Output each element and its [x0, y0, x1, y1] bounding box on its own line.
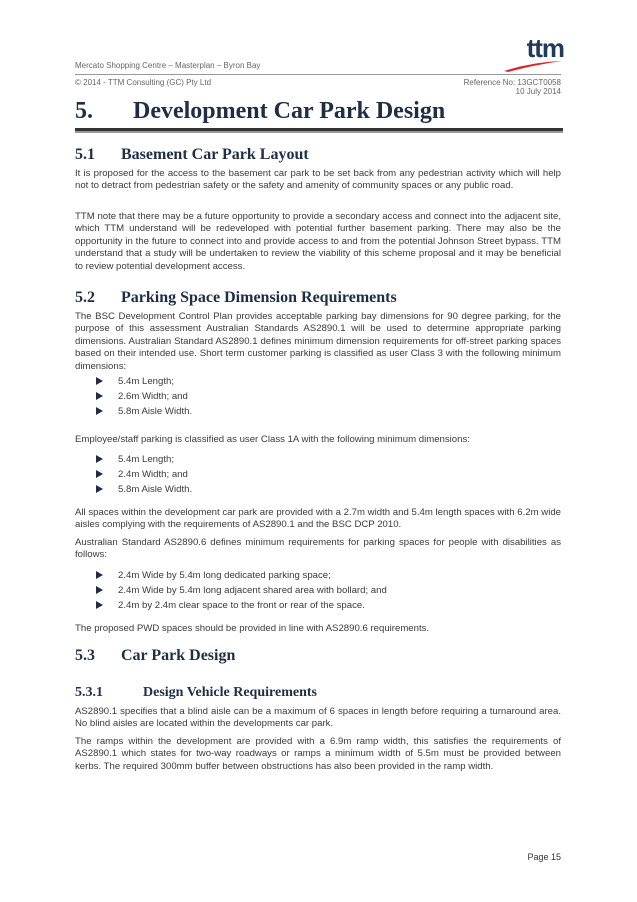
- chapter-number: 5.: [75, 98, 93, 124]
- paragraph: The ramps within the development are provided with a 6.9m ramp width, this satisfies the requirements of AS2890.1 which states for two-way roadways or ramps a minimum width of 5.5m must be provided between kerbs. The required 300mm buffer between obstructions has also been provided in the ramp width.: [75, 736, 561, 772]
- list-item: 5.8m Aisle Width.: [96, 404, 192, 419]
- section-number: 5.3: [75, 647, 95, 664]
- paragraph: Employee/staff parking is classified as user Class 1A with the following minimum dimensions:: [75, 434, 470, 445]
- list-item: 5.8m Aisle Width.: [96, 482, 192, 497]
- paragraph: The proposed PWD spaces should be provided in line with AS2890.6 requirements.: [75, 623, 430, 634]
- ttm-logo: ttm: [502, 36, 564, 72]
- paragraph: The BSC Development Control Plan provides acceptable parking bay dimensions for 90 degree parking, for the purpose of this assessment Australian Standards AS2890.1 will be used to determine appropriate parking dimensions. Australian Standard AS2890.1 defines minimum dimension requirements for off-street parking spaces based on their intended use. Short term customer parking is classified as user Class 3 with the following minimum dimensions:: [75, 311, 561, 372]
- list-item: 2.4m by 2.4m clear space to the front or rear of the space.: [96, 598, 387, 613]
- list-item: 2.4m Wide by 5.4m long dedicated parking space;: [96, 568, 387, 583]
- paragraph: TTM note that there may be a future opportunity to provide a secondary access and connect into the adjacent site, which TTM understand will be redeveloped with potential further basement parking. There may also be the opportunity in the future to connect into and provide access to and from the potential Johnson Street bypass. TTM understand that a study will be undertaken to review the viability of this scheme proposal and it may be beneficial to review potential development access.: [75, 211, 561, 272]
- bullet-arrow-icon: [96, 601, 103, 609]
- bullet-arrow-icon: [96, 407, 103, 415]
- bullet-arrow-icon: [96, 377, 103, 385]
- chapter-title: Development Car Park Design: [133, 98, 446, 124]
- list-item: 2.4m Wide by 5.4m long adjacent shared area with bollard; and: [96, 583, 387, 598]
- paragraph: It is proposed for the access to the basement car park to be set back from any pedestrian activity which will help not to detract from pedestrian safety or the safety and amenity of community spaces or any public road.: [75, 168, 561, 192]
- page-number: Page 15: [527, 852, 561, 862]
- section-title: Car Park Design: [121, 647, 236, 664]
- header-copyright: © 2014 - TTM Consulting (GC) Pty Ltd: [75, 78, 212, 87]
- section-5-2-heading: [75, 289, 397, 307]
- bullet-arrow-icon: [96, 392, 103, 400]
- header-rule: [75, 74, 561, 75]
- bullet-arrow-icon: [96, 586, 103, 594]
- section-title: Parking Space Dimension Requirements: [121, 289, 397, 306]
- section-5-1-heading: [75, 146, 309, 164]
- chapter-heading: [75, 98, 445, 125]
- section-title: Design Vehicle Requirements: [143, 685, 317, 700]
- bullet-arrow-icon: [96, 470, 103, 478]
- bullet-arrow-icon: [96, 571, 103, 579]
- list-item: 2.6m Width; and: [96, 389, 192, 404]
- paragraph: Australian Standard AS2890.6 defines minimum requirements for parking spaces for people with disabilities as follows:: [75, 537, 561, 561]
- section-5-3-1-heading: [75, 685, 317, 701]
- list-item: 5.4m Length;: [96, 452, 192, 467]
- paragraph: All spaces within the development car park are provided with a 2.7m width and 5.4m length spaces with 6.2m wide aisles complying with the requirements of AS2890.1 and the BSC DCP 2010.: [75, 507, 561, 531]
- header-project: Mercato Shopping Centre – Masterplan – Byron Bay: [75, 61, 261, 70]
- bullet-arrow-icon: [96, 455, 103, 463]
- header-date: 10 July 2014: [515, 87, 561, 96]
- section-5-3-heading: [75, 647, 235, 665]
- class3-list: [96, 374, 192, 419]
- list-item: 5.4m Length;: [96, 374, 192, 389]
- section-number: 5.3.1: [75, 685, 103, 700]
- paragraph: AS2890.1 specifies that a blind aisle can be a maximum of 6 spaces in length before requiring a turnaround area. No blind aisles are located within the developments car park.: [75, 706, 561, 730]
- section-title: Basement Car Park Layout: [121, 146, 309, 163]
- bullet-arrow-icon: [96, 485, 103, 493]
- class1a-list: [96, 452, 192, 497]
- header-reference: Reference No: 13GCT0058: [463, 78, 561, 87]
- section-number: 5.2: [75, 289, 95, 306]
- pwd-list: [96, 568, 387, 613]
- list-item: 2.4m Width; and: [96, 467, 192, 482]
- section-number: 5.1: [75, 146, 95, 163]
- chapter-rule-shadow: [75, 131, 563, 133]
